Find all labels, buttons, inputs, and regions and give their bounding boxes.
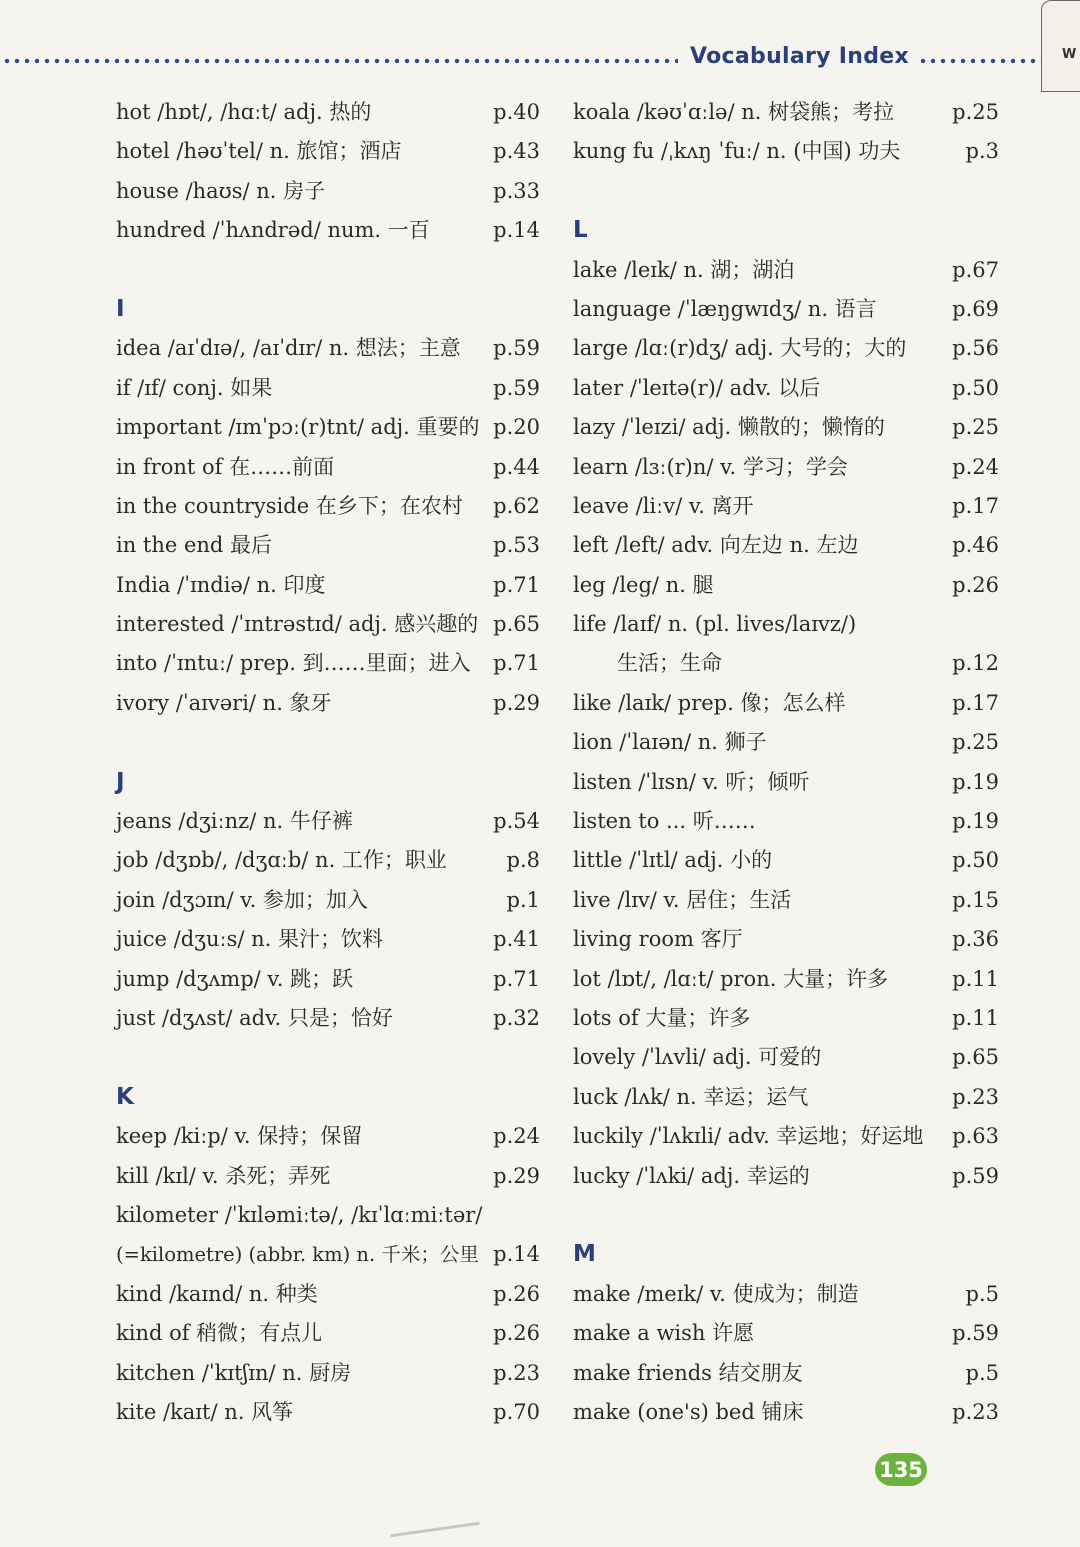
entry-text: leg /leg/ n. 腿 <box>573 572 714 597</box>
index-entry-row <box>116 605 540 644</box>
entry-text: (=kilometre) (abbr. km) n. 千米；公里 <box>116 1243 479 1267</box>
index-entry-row <box>116 1314 540 1353</box>
index-entry-row <box>573 644 999 683</box>
entry-text: idea /aɪˈdɪə/, /aɪˈdɪr/ n. 想法；主意 <box>116 336 461 361</box>
entry-text: lazy /ˈleɪzi/ adj. 懒散的；懒惰的 <box>573 415 885 440</box>
entry-text: listen /ˈlɪsn/ v. 听；倾听 <box>573 769 810 794</box>
entry-page-ref: p.43 <box>493 139 540 164</box>
entry-page-ref: p.59 <box>493 375 540 400</box>
entry-page-ref: p.40 <box>493 100 540 124</box>
index-column-right <box>573 93 999 1432</box>
index-entry-row <box>573 605 999 644</box>
entry-page-ref: p.33 <box>493 178 540 203</box>
scan-mark <box>390 1522 480 1537</box>
index-entry-row <box>573 1078 999 1117</box>
index-entry-row <box>116 1196 540 1235</box>
index-entry-row <box>573 841 999 880</box>
entry-text: lion /ˈlaɪən/ n. 狮子 <box>573 730 767 755</box>
entry-text: kind /kaɪnd/ n. 种类 <box>116 1281 318 1306</box>
entry-page-ref: p.5 <box>965 1281 999 1306</box>
section-letter: K <box>116 1083 134 1110</box>
entry-page-ref: p.25 <box>952 730 999 755</box>
entry-text: kung fu /ˌkʌŋ ˈfuː/ n. (中国) 功夫 <box>573 139 901 164</box>
entry-page-ref: p.24 <box>952 454 999 479</box>
index-entry-row <box>573 802 999 841</box>
entry-page-ref: p.14 <box>493 218 540 243</box>
index-entry-row <box>116 1157 540 1196</box>
index-entry-row <box>116 920 540 959</box>
entry-text: jump /dʒʌmp/ v. 跳；跃 <box>116 966 354 991</box>
index-entry-row <box>116 132 540 171</box>
entry-text: juice /dʒuːs/ n. 果汁；饮料 <box>116 927 383 952</box>
section-letter: J <box>116 768 125 795</box>
entry-text: life /laɪf/ n. (pl. lives/laɪvz/) <box>573 612 857 637</box>
page-number-badge: 135 <box>875 1453 927 1486</box>
index-entry-row <box>573 93 999 132</box>
entry-text: later /ˈleɪtə(r)/ adv. 以后 <box>573 375 821 400</box>
entry-text: jeans /dʒiːnz/ n. 牛仔裤 <box>116 809 353 834</box>
spacer-row <box>573 1196 999 1235</box>
entry-text: hotel /həʊˈtel/ n. 旅馆；酒店 <box>116 139 402 164</box>
index-entry-row <box>573 132 999 171</box>
entry-page-ref: p.11 <box>952 1005 999 1030</box>
entry-page-ref: p.1 <box>506 887 540 912</box>
entry-text: lake /leɪk/ n. 湖；湖泊 <box>573 257 795 282</box>
entry-page-ref: p.65 <box>952 1045 999 1070</box>
index-entry-row <box>116 1235 540 1274</box>
index-entry-row <box>573 1117 999 1156</box>
entry-text: job /dʒɒb/, /dʒɑːb/ n. 工作；职业 <box>116 848 447 873</box>
entry-text: just /dʒʌst/ adv. 只是；恰好 <box>116 1005 393 1030</box>
entry-page-ref: p.12 <box>952 651 999 676</box>
entry-text: language /ˈlæŋgwɪdʒ/ n. 语言 <box>573 296 877 321</box>
index-entry-row <box>573 487 999 526</box>
entry-text: living room 客厅 <box>573 927 743 952</box>
entry-text: lovely /ˈlʌvli/ adj. 可爱的 <box>573 1045 822 1070</box>
index-entry-row <box>116 369 540 408</box>
index-entry-row <box>116 448 540 487</box>
entry-page-ref: p.41 <box>493 927 540 952</box>
entry-text: koala /kəʊˈɑːlə/ n. 树袋熊；考拉 <box>573 100 895 124</box>
entry-text: join /dʒɔɪn/ v. 参加；加入 <box>116 887 368 912</box>
index-entry-row <box>573 920 999 959</box>
corner-tab <box>1041 0 1080 92</box>
entry-page-ref: p.62 <box>493 493 540 518</box>
index-entry-row <box>116 526 540 565</box>
entry-page-ref: p.69 <box>952 296 999 321</box>
entry-text: lots of 大量；许多 <box>573 1005 751 1030</box>
entry-text: lot /lɒt/, /lɑːt/ pron. 大量；许多 <box>573 966 889 991</box>
entry-text: in front of 在……前面 <box>116 454 335 479</box>
entry-text: 生活；生命 <box>617 651 722 676</box>
index-entry-row <box>116 881 540 920</box>
page-header <box>0 40 1080 80</box>
spacer-row <box>573 172 999 211</box>
entry-text: India /ˈɪndiə/ n. 印度 <box>116 572 326 597</box>
entry-text: leave /liːv/ v. 离开 <box>573 493 754 518</box>
entry-text: important /ɪmˈpɔː(r)tnt/ adj. 重要的 <box>116 415 480 440</box>
index-entry-row <box>116 1354 540 1393</box>
entry-page-ref: p.8 <box>506 848 540 873</box>
entry-page-ref: p.14 <box>493 1242 540 1267</box>
index-entry-row <box>116 329 540 368</box>
index-entry-row <box>116 1275 540 1314</box>
entry-text: house /haʊs/ n. 房子 <box>116 178 326 203</box>
index-entry-row <box>573 290 999 329</box>
entry-page-ref: p.15 <box>952 887 999 912</box>
index-entry-row <box>573 999 999 1038</box>
index-entry-row <box>116 960 540 999</box>
entry-text: make a wish 许愿 <box>573 1321 755 1346</box>
dotted-rule-left <box>2 58 678 64</box>
entry-page-ref: p.56 <box>952 336 999 361</box>
spacer-row <box>116 1038 540 1077</box>
entry-text: in the countryside 在乡下；在农村 <box>116 493 463 518</box>
spacer-row <box>116 723 540 762</box>
section-letter: L <box>573 217 588 244</box>
entry-text: make (one's) bed 铺床 <box>573 1399 804 1424</box>
entry-page-ref: p.59 <box>493 336 540 361</box>
entry-page-ref: p.32 <box>493 1005 540 1030</box>
entry-page-ref: p.26 <box>493 1281 540 1306</box>
entry-text: like /laɪk/ prep. 像；怎么样 <box>573 690 846 715</box>
entry-text: large /lɑː(r)dʒ/ adj. 大号的；大的 <box>573 336 907 361</box>
index-entry-row <box>573 1354 999 1393</box>
entry-page-ref: p.26 <box>952 572 999 597</box>
entry-page-ref: p.20 <box>493 415 540 440</box>
index-entry-row <box>573 1314 999 1353</box>
entry-text: listen to ... 听…… <box>573 809 756 834</box>
entry-text: interested /ˈɪntrəstɪd/ adj. 感兴趣的 <box>116 612 479 637</box>
index-entry-row <box>573 526 999 565</box>
spacer-row <box>116 251 540 290</box>
entry-page-ref: p.19 <box>952 769 999 794</box>
entry-text: left /left/ adv. 向左边 n. 左边 <box>573 533 859 558</box>
index-entry-row <box>573 723 999 762</box>
entry-text: lucky /ˈlʌki/ adj. 幸运的 <box>573 1163 810 1188</box>
index-entry-row <box>116 487 540 526</box>
entry-page-ref: p.26 <box>493 1321 540 1346</box>
section-letter-row <box>116 763 540 802</box>
section-letter-row <box>573 211 999 250</box>
section-letter-row <box>116 290 540 329</box>
entry-text: kill /kɪl/ v. 杀死；弄死 <box>116 1163 331 1188</box>
entry-page-ref: p.71 <box>493 572 540 597</box>
entry-page-ref: p.25 <box>952 415 999 440</box>
entry-text: kilometer /ˈkɪləmiːtə/, /kɪˈlɑːmiːtər/ <box>116 1202 483 1227</box>
header-title: Vocabulary Index <box>690 44 909 69</box>
entry-text: hundred /ˈhʌndrəd/ num. 一百 <box>116 218 430 243</box>
entry-page-ref: p.50 <box>952 848 999 873</box>
index-entry-row <box>573 251 999 290</box>
entry-page-ref: p.23 <box>952 1399 999 1424</box>
entry-page-ref: p.36 <box>952 927 999 952</box>
index-entry-row <box>573 684 999 723</box>
entry-text: in the end 最后 <box>116 533 273 558</box>
entry-page-ref: p.59 <box>952 1163 999 1188</box>
entry-text: luckily /ˈlʌkɪli/ adv. 幸运地；好运地 <box>573 1124 924 1149</box>
entry-page-ref: p.70 <box>493 1399 540 1424</box>
entry-page-ref: p.25 <box>952 100 999 124</box>
entry-page-ref: p.5 <box>965 1360 999 1385</box>
index-entry-row <box>573 763 999 802</box>
index-entry-row <box>573 960 999 999</box>
entry-page-ref: p.44 <box>493 454 540 479</box>
index-entry-row <box>573 1157 999 1196</box>
entry-page-ref: p.59 <box>952 1321 999 1346</box>
entry-page-ref: p.24 <box>493 1124 540 1149</box>
index-column-left <box>116 93 540 1432</box>
dotted-rule-right <box>918 58 1048 64</box>
entry-page-ref: p.17 <box>952 690 999 715</box>
entry-page-ref: p.11 <box>952 966 999 991</box>
entry-page-ref: p.65 <box>493 612 540 637</box>
index-entry-row <box>573 369 999 408</box>
entry-text: make /meɪk/ v. 使成为；制造 <box>573 1281 859 1306</box>
index-entry-row <box>116 802 540 841</box>
entry-page-ref: p.3 <box>965 139 999 164</box>
entry-page-ref: p.29 <box>493 690 540 715</box>
entry-text: learn /lɜː(r)n/ v. 学习；学会 <box>573 454 848 479</box>
entry-page-ref: p.71 <box>493 966 540 991</box>
entry-text: keep /kiːp/ v. 保持；保留 <box>116 1124 363 1149</box>
entry-page-ref: p.50 <box>952 375 999 400</box>
index-entry-row <box>573 1275 999 1314</box>
index-entry-row <box>573 1393 999 1432</box>
index-entry-row <box>116 841 540 880</box>
entry-text: kitchen /ˈkɪtʃɪn/ n. 厨房 <box>116 1360 352 1385</box>
entry-text: if /ɪf/ conj. 如果 <box>116 375 273 400</box>
entry-page-ref: p.71 <box>493 651 540 676</box>
entry-page-ref: p.29 <box>493 1163 540 1188</box>
index-entry-row <box>573 566 999 605</box>
index-entry-row <box>573 881 999 920</box>
index-entry-row <box>116 1117 540 1156</box>
section-letter-row <box>573 1235 999 1274</box>
index-entry-row <box>116 684 540 723</box>
index-entry-row <box>116 408 540 447</box>
entry-text: live /lɪv/ v. 居住；生活 <box>573 887 792 912</box>
index-entry-row <box>573 408 999 447</box>
section-letter-row <box>116 1078 540 1117</box>
entry-text: kite /kaɪt/ n. 风筝 <box>116 1399 294 1424</box>
corner-tab-text: W <box>1062 47 1077 62</box>
entry-text: kind of 稍微；有点儿 <box>116 1321 323 1346</box>
entry-page-ref: p.23 <box>952 1084 999 1109</box>
index-entry-row <box>116 211 540 250</box>
entry-page-ref: p.53 <box>493 533 540 558</box>
section-letter: M <box>573 1241 596 1268</box>
entry-page-ref: p.17 <box>952 493 999 518</box>
entry-page-ref: p.63 <box>952 1124 999 1149</box>
index-entry-row <box>116 566 540 605</box>
index-entry-row <box>116 999 540 1038</box>
entry-page-ref: p.19 <box>952 809 999 834</box>
entry-text: little /ˈlɪtl/ adj. 小的 <box>573 848 773 873</box>
index-entry-row <box>573 329 999 368</box>
entry-page-ref: p.46 <box>952 533 999 558</box>
section-letter: I <box>116 295 125 322</box>
index-entry-row <box>116 172 540 211</box>
index-entry-row <box>573 1038 999 1077</box>
entry-text: ivory /ˈaɪvəri/ n. 象牙 <box>116 690 332 715</box>
entry-page-ref: p.67 <box>952 257 999 282</box>
index-entry-row <box>116 93 540 132</box>
entry-page-ref: p.23 <box>493 1360 540 1385</box>
entry-text: luck /lʌk/ n. 幸运；运气 <box>573 1084 809 1109</box>
entry-page-ref: p.54 <box>493 809 540 834</box>
index-entry-row <box>573 448 999 487</box>
entry-text: hot /hɒt/, /hɑːt/ adj. 热的 <box>116 100 372 124</box>
index-entry-row <box>116 1393 540 1432</box>
entry-text: make friends 结交朋友 <box>573 1360 803 1385</box>
index-entry-row <box>116 644 540 683</box>
entry-text: into /ˈɪntuː/ prep. 到……里面；进入 <box>116 651 471 676</box>
